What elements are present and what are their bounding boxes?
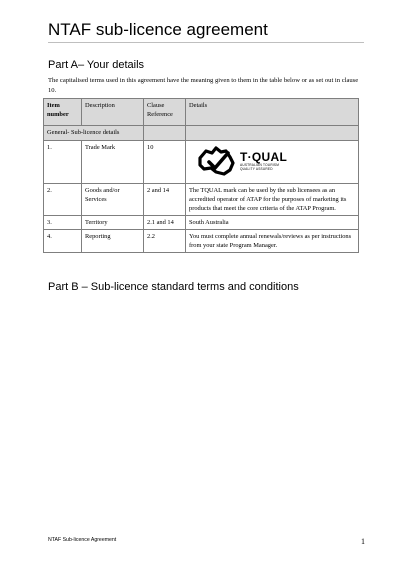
intro-paragraph: The capitalised terms used in this agreement have the meaning given to them in the table below or as set out in clause 10. bbox=[48, 77, 359, 94]
australia-tick-icon bbox=[197, 146, 237, 176]
logo-tagline: AUSTRALIAN TOURISM bbox=[240, 163, 280, 167]
footer-title: NTAF Sub-licence Agreement bbox=[48, 537, 117, 543]
row-details: The TQUAL mark can be used by the sub licensees as an accredited operator of ATAP for the purposes of marketing its products that meet the core criteria of the ATAP Program. bbox=[186, 184, 359, 216]
logo-text bbox=[240, 151, 287, 171]
table-row bbox=[44, 230, 359, 253]
row-details: You must complete annual renewals/reviews as per instructions from your state Program Manager. bbox=[186, 230, 359, 253]
row-description: Reporting bbox=[82, 230, 144, 253]
table-row bbox=[44, 216, 359, 230]
document-title: NTAF sub-licence agreement bbox=[48, 20, 268, 39]
row-description: Territory bbox=[82, 216, 144, 230]
row-clause-reference: 2 and 14 bbox=[144, 184, 186, 216]
header-clause-reference: Clause Reference bbox=[144, 99, 186, 126]
row-description: Trade Mark bbox=[82, 141, 144, 184]
row-item-number: 3. bbox=[44, 216, 82, 230]
row-item-number: 4. bbox=[44, 230, 82, 253]
section-label: General- Sub-licence details bbox=[44, 126, 144, 141]
row-clause-reference: 2.1 and 14 bbox=[144, 216, 186, 230]
row-item-number: 2. bbox=[44, 184, 82, 216]
page-number: 1 bbox=[361, 537, 365, 546]
header-item-number: Item number bbox=[44, 99, 82, 126]
table-row bbox=[44, 184, 359, 216]
row-description: Goods and/or Services bbox=[82, 184, 144, 216]
header-details: Details bbox=[186, 99, 359, 126]
section-empty-cell bbox=[186, 126, 359, 141]
header-description: Description bbox=[82, 99, 144, 126]
tqual-logo bbox=[197, 146, 355, 176]
row-clause-reference: 10 bbox=[144, 141, 186, 184]
logo-brand: T·QUAL bbox=[240, 150, 288, 164]
part-a-heading: Part A– Your details bbox=[48, 59, 145, 71]
logo-tagline: QUALITY ASSURED bbox=[240, 167, 273, 171]
row-details: South Australia bbox=[186, 216, 359, 230]
row-clause-reference: 2.2 bbox=[144, 230, 186, 253]
title-rule bbox=[48, 42, 364, 43]
row-details-logo bbox=[186, 141, 359, 184]
section-empty-cell bbox=[144, 126, 186, 141]
details-table bbox=[43, 98, 359, 253]
table-row bbox=[44, 141, 359, 184]
row-item-number: 1. bbox=[44, 141, 82, 184]
table-section-row bbox=[44, 126, 359, 141]
part-b-heading: Part B – Sub-licence standard terms and conditions bbox=[48, 281, 299, 293]
table-header-row bbox=[44, 99, 359, 126]
